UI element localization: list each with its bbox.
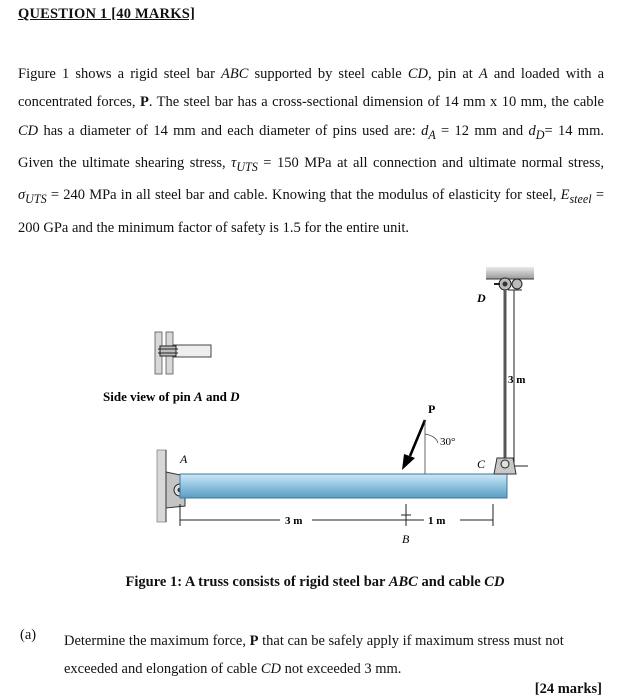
label-d: D: [477, 291, 486, 305]
dim-3m-vertical-label: 3 m: [508, 374, 526, 386]
bracket-c: [494, 458, 516, 474]
side-view-label: Side view of pin A and D: [103, 389, 240, 404]
label-p: P: [428, 402, 436, 416]
part-a-label: (a): [20, 627, 37, 643]
part-a-question: Determine the maximum force, P that can be safely apply if maximum stress must not exceeded and elongation of cable CD not exceeded 3 mm.: [64, 633, 564, 677]
pin-side-view-icon: [155, 332, 211, 374]
part-a-marks: [24 marks]: [534, 681, 602, 697]
figure-caption: Figure 1: A truss consists of rigid steel bar ABC and cable CD: [125, 574, 505, 590]
load-p-arrow: [402, 420, 438, 474]
dim-3m-horizontal-label: 3 m: [285, 515, 303, 527]
problem-statement: Figure 1 shows a rigid steel bar ABC supported by steel cable CD, pin at A and loaded with a concentrated forces, P. The steel bar has a cross-sectional dimension of 14 mm x 10 mm, the cable CD has a diameter of 14 mm and each diameter of pins used are: $d_A = 12$ mm and $d_D= 14$ mm. Given the ultimate shearing stress, $\tau_{UTS} = 150$ MPa at all connection and ultimate normal stress, $\sigma_{UTS} = 240$ MPa in all steel bar and cable. Knowing that the modulus of elasticity for steel, $E_{steel} = 200$ GPa and the minimum factor of safety is 1.5 for the entire unit.: [18, 66, 605, 236]
label-c: C: [477, 457, 486, 471]
ceiling-support: [486, 267, 534, 290]
dimension-horizontal: [180, 504, 493, 526]
figure-1-diagram: [0, 250, 630, 580]
dim-1m-label: 1 m: [428, 515, 446, 527]
rigid-bar-abc: [180, 474, 507, 498]
label-a: A: [180, 452, 188, 466]
label-b: B: [402, 532, 410, 546]
question-heading: QUESTION 1 [40 MARKS]: [18, 6, 196, 22]
angle-label: 30°: [440, 436, 456, 448]
